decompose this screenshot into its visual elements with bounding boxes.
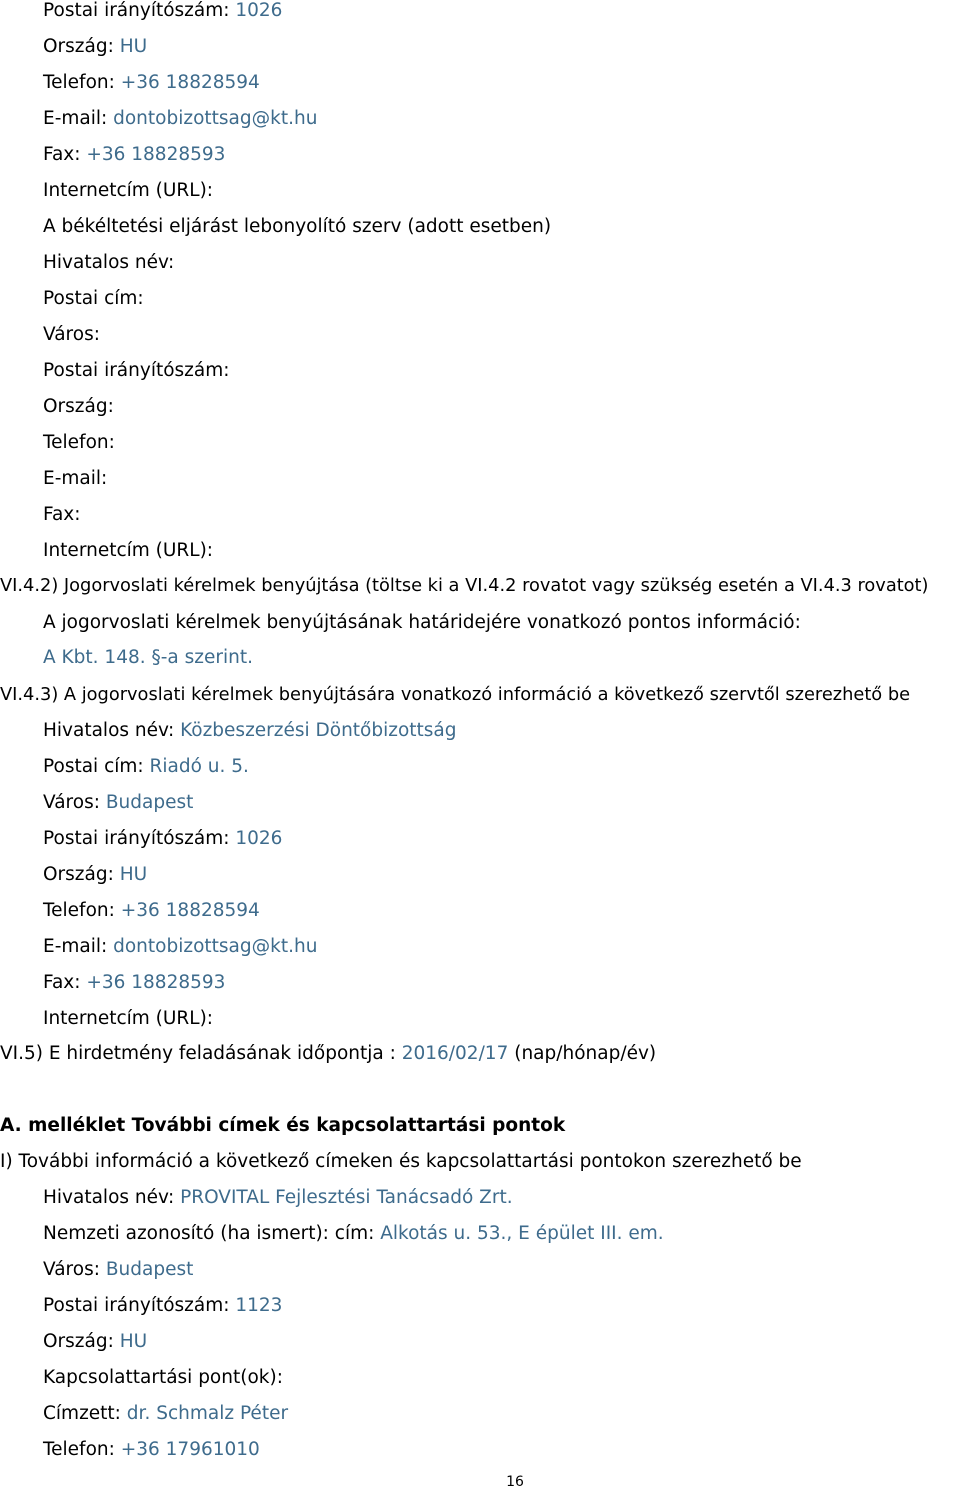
fax-line [43, 144, 225, 166]
vi5-date: 2016/02/17 [401, 1043, 509, 1064]
annex-city-label: Város: [43, 1259, 106, 1280]
zip-line [43, 0, 282, 22]
vi43-address-label: Postai cím: [43, 756, 150, 777]
annex-country-line [43, 1331, 147, 1353]
vi43-url-label: Internetcím (URL): [43, 1008, 214, 1029]
vi43-zip-line [43, 828, 282, 850]
annex-title: A. melléklet További címek és kapcsolattartási pontok [0, 1115, 566, 1136]
annex-phone-line [43, 1439, 260, 1461]
annex-zip-value: 1123 [235, 1295, 283, 1316]
vi43-city-label: Város: [43, 792, 106, 813]
annex-zip-label: Postai irányítószám: [43, 1295, 236, 1316]
mediation-heading: A békéltetési eljárást lebonyolító szerv (adott esetben) [43, 216, 552, 237]
country-label: Ország: [43, 36, 120, 57]
country-value: HU [119, 36, 148, 57]
vi43-url-line [43, 1008, 213, 1030]
vi43-name-line [43, 720, 457, 742]
phone-value: +36 18828594 [120, 72, 260, 93]
mediation-url-label: Internetcím (URL): [43, 540, 214, 561]
url-line [43, 180, 213, 202]
email-line [43, 108, 317, 130]
url-label: Internetcím (URL): [43, 180, 214, 201]
vi42-info-value: A Kbt. 148. §-a szerint. [43, 647, 253, 668]
phone-line [43, 72, 260, 94]
vi43-fax-line [43, 972, 225, 994]
annex-national-id-line [43, 1223, 664, 1245]
mediation-fax-label: Fax: [43, 504, 81, 525]
vi43-city-value: Budapest [105, 792, 194, 813]
annex-addressee-line [43, 1403, 288, 1425]
annex-zip-line [43, 1295, 282, 1317]
vi43-zip-label: Postai irányítószám: [43, 828, 236, 849]
vi43-city-line [43, 792, 193, 814]
vi43-phone-value: +36 18828594 [120, 900, 260, 921]
vi43-address-value: Riadó u. 5. [149, 756, 249, 777]
vi43-country-line [43, 864, 147, 886]
mediation-email-label: E-mail: [43, 468, 108, 489]
mediation-phone-label: Telefon: [43, 432, 115, 453]
vi43-phone-label: Telefon: [43, 900, 121, 921]
mediation-name-label: Hivatalos név: [43, 252, 175, 273]
vi5-label: VI.5) E hirdetmény feladásának időpontja : [0, 1043, 402, 1064]
country-line [43, 36, 147, 58]
annex-country-value: HU [119, 1331, 148, 1352]
annex-subtitle: I) További információ a következő címeken és kapcsolattartási pontokon szerezhető be [0, 1151, 802, 1172]
mediation-country-label: Ország: [43, 396, 114, 417]
vi42-heading: VI.4.2) Jogorvoslati kérelmek benyújtása (töltse ki a VI.4.2 rovatot vagy szükség esetén a VI.4.3 rovatot) [0, 575, 929, 596]
vi43-zip-value: 1026 [235, 828, 283, 849]
vi43-heading: VI.4.3) A jogorvoslati kérelmek benyújtására vonatkozó információ a következő szervtől szerezhető be [0, 684, 911, 705]
mediation-zip-label: Postai irányítószám: [43, 360, 230, 381]
annex-contact-label: Kapcsolattartási pont(ok): [43, 1367, 283, 1388]
annex-addressee-value: dr. Schmalz Péter [126, 1403, 289, 1424]
mediation-address-label: Postai cím: [43, 288, 144, 309]
fax-value: +36 18828593 [86, 144, 226, 165]
annex-city-value: Budapest [105, 1259, 194, 1280]
vi43-phone-line [43, 900, 260, 922]
fax-label: Fax: [43, 144, 87, 165]
annex-phone-label: Telefon: [43, 1439, 121, 1460]
annex-national-id-value: Alkotás u. 53., E épület III. em. [380, 1223, 664, 1244]
email-value: dontobizottsag@kt.hu [113, 108, 318, 129]
email-label: E-mail: [43, 108, 114, 129]
annex-national-id-label: Nemzeti azonosító (ha ismert): cím: [43, 1223, 381, 1244]
zip-label: Postai irányítószám: [43, 0, 236, 21]
vi43-country-value: HU [119, 864, 148, 885]
vi43-name-value: Közbeszerzési Döntőbizottság [180, 720, 457, 741]
vi5-line [0, 1043, 656, 1065]
annex-phone-value: +36 17961010 [120, 1439, 260, 1460]
phone-label: Telefon: [43, 72, 121, 93]
annex-country-label: Ország: [43, 1331, 120, 1352]
annex-name-value: PROVITAL Fejlesztési Tanácsadó Zrt. [180, 1187, 513, 1208]
vi42-info-label: A jogorvoslati kérelmek benyújtásának határidejére vonatkozó pontos információ: [43, 612, 801, 633]
vi5-suffix: (nap/hónap/év) [508, 1043, 657, 1064]
annex-name-line [43, 1187, 513, 1209]
vi43-email-value: dontobizottsag@kt.hu [113, 936, 318, 957]
page-number: 16 [506, 1474, 524, 1490]
vi43-fax-label: Fax: [43, 972, 87, 993]
annex-addressee-label: Címzett: [43, 1403, 127, 1424]
vi43-email-line [43, 936, 317, 958]
mediation-city-label: Város: [43, 324, 100, 345]
zip-value: 1026 [235, 0, 283, 21]
vi43-fax-value: +36 18828593 [86, 972, 226, 993]
vi43-email-label: E-mail: [43, 936, 114, 957]
annex-city-line [43, 1259, 193, 1281]
vi43-country-label: Ország: [43, 864, 120, 885]
vi43-name-label: Hivatalos név: [43, 720, 181, 741]
vi43-address-line [43, 756, 249, 778]
annex-name-label: Hivatalos név: [43, 1187, 181, 1208]
